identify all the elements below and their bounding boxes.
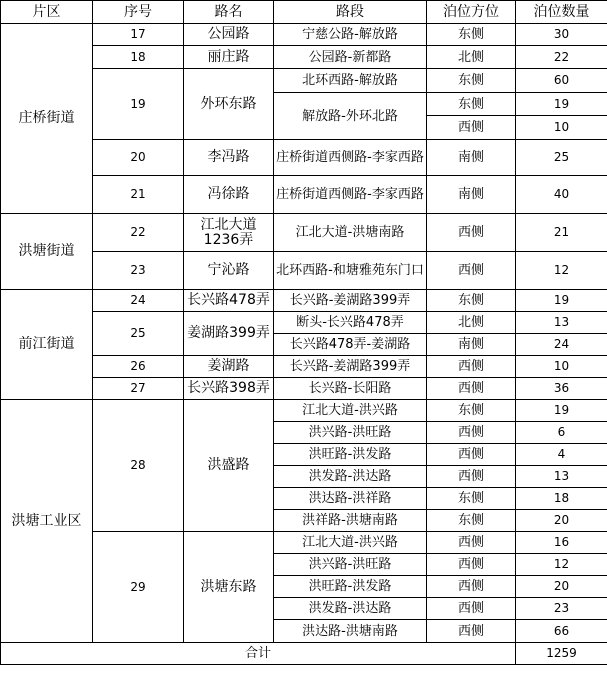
total-row <box>1 643 607 665</box>
segment-cell: 洪达路-洪塘南路 <box>274 620 427 643</box>
side-cell: 北侧 <box>427 312 516 334</box>
count-cell: 4 <box>516 444 607 466</box>
segment-cell: 洪达路-洪祥路 <box>274 488 427 510</box>
side-cell: 东侧 <box>427 488 516 510</box>
count-cell: 25 <box>516 140 607 176</box>
count-cell: 36 <box>516 378 607 400</box>
header-count: 泊位数量 <box>516 1 607 24</box>
count-cell: 19 <box>516 290 607 312</box>
road-cell: 李冯路 <box>184 140 274 176</box>
segment-cell: 洪祥路-洪塘南路 <box>274 510 427 532</box>
count-cell: 60 <box>516 69 607 93</box>
road-cell: 长兴路398弄 <box>184 378 274 400</box>
side-cell: 西侧 <box>427 620 516 643</box>
segment-cell: 洪兴路-洪旺路 <box>274 554 427 576</box>
road-cell: 冯徐路 <box>184 176 274 214</box>
segment-cell: 公园路-新都路 <box>274 46 427 69</box>
count-cell: 16 <box>516 532 607 554</box>
count-cell: 66 <box>516 620 607 643</box>
segment-cell: 北环西路-解放路 <box>274 69 427 93</box>
seq-cell: 25 <box>93 312 184 356</box>
segment-cell: 长兴路478弄-姜湖路 <box>274 334 427 356</box>
count-cell: 40 <box>516 176 607 214</box>
side-cell: 南侧 <box>427 176 516 214</box>
segment-cell: 洪发路-洪达路 <box>274 598 427 620</box>
segment-cell: 江北大道-洪塘南路 <box>274 214 427 252</box>
table-row <box>1 24 607 46</box>
count-cell: 13 <box>516 466 607 488</box>
district-cell: 洪塘工业区 <box>1 400 93 643</box>
count-cell: 12 <box>516 554 607 576</box>
side-cell: 东侧 <box>427 290 516 312</box>
segment-cell: 江北大道-洪兴路 <box>274 532 427 554</box>
side-cell: 西侧 <box>427 532 516 554</box>
segment-cell: 庄桥街道西侧路-李家西路 <box>274 176 427 214</box>
road-cell: 姜湖路 <box>184 356 274 378</box>
count-cell: 20 <box>516 510 607 532</box>
seq-cell: 20 <box>93 140 184 176</box>
seq-cell: 23 <box>93 252 184 290</box>
header-road: 路名 <box>184 1 274 24</box>
count-cell: 13 <box>516 312 607 334</box>
seq-cell: 18 <box>93 46 184 69</box>
total-label: 合计 <box>1 643 516 665</box>
side-cell: 西侧 <box>427 422 516 444</box>
count-cell: 10 <box>516 116 607 140</box>
road-cell: 长兴路478弄 <box>184 290 274 312</box>
count-cell: 6 <box>516 422 607 444</box>
side-cell: 西侧 <box>427 598 516 620</box>
side-cell: 东侧 <box>427 69 516 93</box>
road-cell: 外环东路 <box>184 69 274 140</box>
segment-cell: 解放路-外环北路 <box>274 93 427 140</box>
side-cell: 西侧 <box>427 554 516 576</box>
segment-cell: 长兴路-姜湖路399弄 <box>274 356 427 378</box>
count-cell: 24 <box>516 334 607 356</box>
side-cell: 西侧 <box>427 466 516 488</box>
side-cell: 南侧 <box>427 334 516 356</box>
header-side: 泊位方位 <box>427 1 516 24</box>
count-cell: 20 <box>516 576 607 598</box>
side-cell: 北侧 <box>427 46 516 69</box>
table-row <box>1 400 607 422</box>
road-cell: 洪盛路 <box>184 400 274 532</box>
segment-cell: 北环西路-和塘雅苑东门口 <box>274 252 427 290</box>
seq-cell: 28 <box>93 400 184 532</box>
road-cell: 公园路 <box>184 24 274 46</box>
count-cell: 12 <box>516 252 607 290</box>
seq-cell: 19 <box>93 69 184 140</box>
seq-cell: 29 <box>93 532 184 643</box>
side-cell: 东侧 <box>427 510 516 532</box>
header-district: 片区 <box>1 1 93 24</box>
count-cell: 23 <box>516 598 607 620</box>
count-cell: 18 <box>516 488 607 510</box>
table-row <box>1 214 607 252</box>
side-cell: 东侧 <box>427 24 516 46</box>
side-cell: 西侧 <box>427 116 516 140</box>
seq-cell: 24 <box>93 290 184 312</box>
road-cell: 宁沁路 <box>184 252 274 290</box>
road-cell: 丽庄路 <box>184 46 274 69</box>
district-cell: 庄桥街道 <box>1 24 93 214</box>
side-cell: 西侧 <box>427 444 516 466</box>
segment-cell: 断头-长兴路478弄 <box>274 312 427 334</box>
district-cell: 洪塘街道 <box>1 214 93 290</box>
side-cell: 西侧 <box>427 214 516 252</box>
seq-cell: 27 <box>93 378 184 400</box>
segment-cell: 长兴路-姜湖路399弄 <box>274 290 427 312</box>
segment-cell: 宁慈公路-解放路 <box>274 24 427 46</box>
district-cell: 前江街道 <box>1 290 93 400</box>
side-cell: 东侧 <box>427 93 516 116</box>
count-cell: 19 <box>516 93 607 116</box>
count-cell: 10 <box>516 356 607 378</box>
side-cell: 东侧 <box>427 400 516 422</box>
segment-cell: 江北大道-洪兴路 <box>274 400 427 422</box>
road-cell: 洪塘东路 <box>184 532 274 643</box>
seq-cell: 21 <box>93 176 184 214</box>
segment-cell: 庄桥街道西侧路-李家西路 <box>274 140 427 176</box>
table-row <box>1 290 607 312</box>
seq-cell: 22 <box>93 214 184 252</box>
segment-cell: 长兴路-长阳路 <box>274 378 427 400</box>
count-cell: 30 <box>516 24 607 46</box>
road-cell: 江北大道1236弄 <box>184 214 274 252</box>
count-cell: 19 <box>516 400 607 422</box>
header-row <box>1 1 607 24</box>
side-cell: 西侧 <box>427 356 516 378</box>
segment-cell: 洪旺路-洪发路 <box>274 444 427 466</box>
count-cell: 21 <box>516 214 607 252</box>
side-cell: 南侧 <box>427 140 516 176</box>
header-segment: 路段 <box>274 1 427 24</box>
seq-cell: 17 <box>93 24 184 46</box>
side-cell: 西侧 <box>427 576 516 598</box>
road-cell: 姜湖路399弄 <box>184 312 274 356</box>
segment-cell: 洪发路-洪达路 <box>274 466 427 488</box>
side-cell: 西侧 <box>427 252 516 290</box>
total-value: 1259 <box>516 643 607 665</box>
side-cell: 西侧 <box>427 378 516 400</box>
count-cell: 22 <box>516 46 607 69</box>
seq-cell: 26 <box>93 356 184 378</box>
segment-cell: 洪旺路-洪发路 <box>274 576 427 598</box>
header-seq: 序号 <box>93 1 184 24</box>
segment-cell: 洪兴路-洪旺路 <box>274 422 427 444</box>
